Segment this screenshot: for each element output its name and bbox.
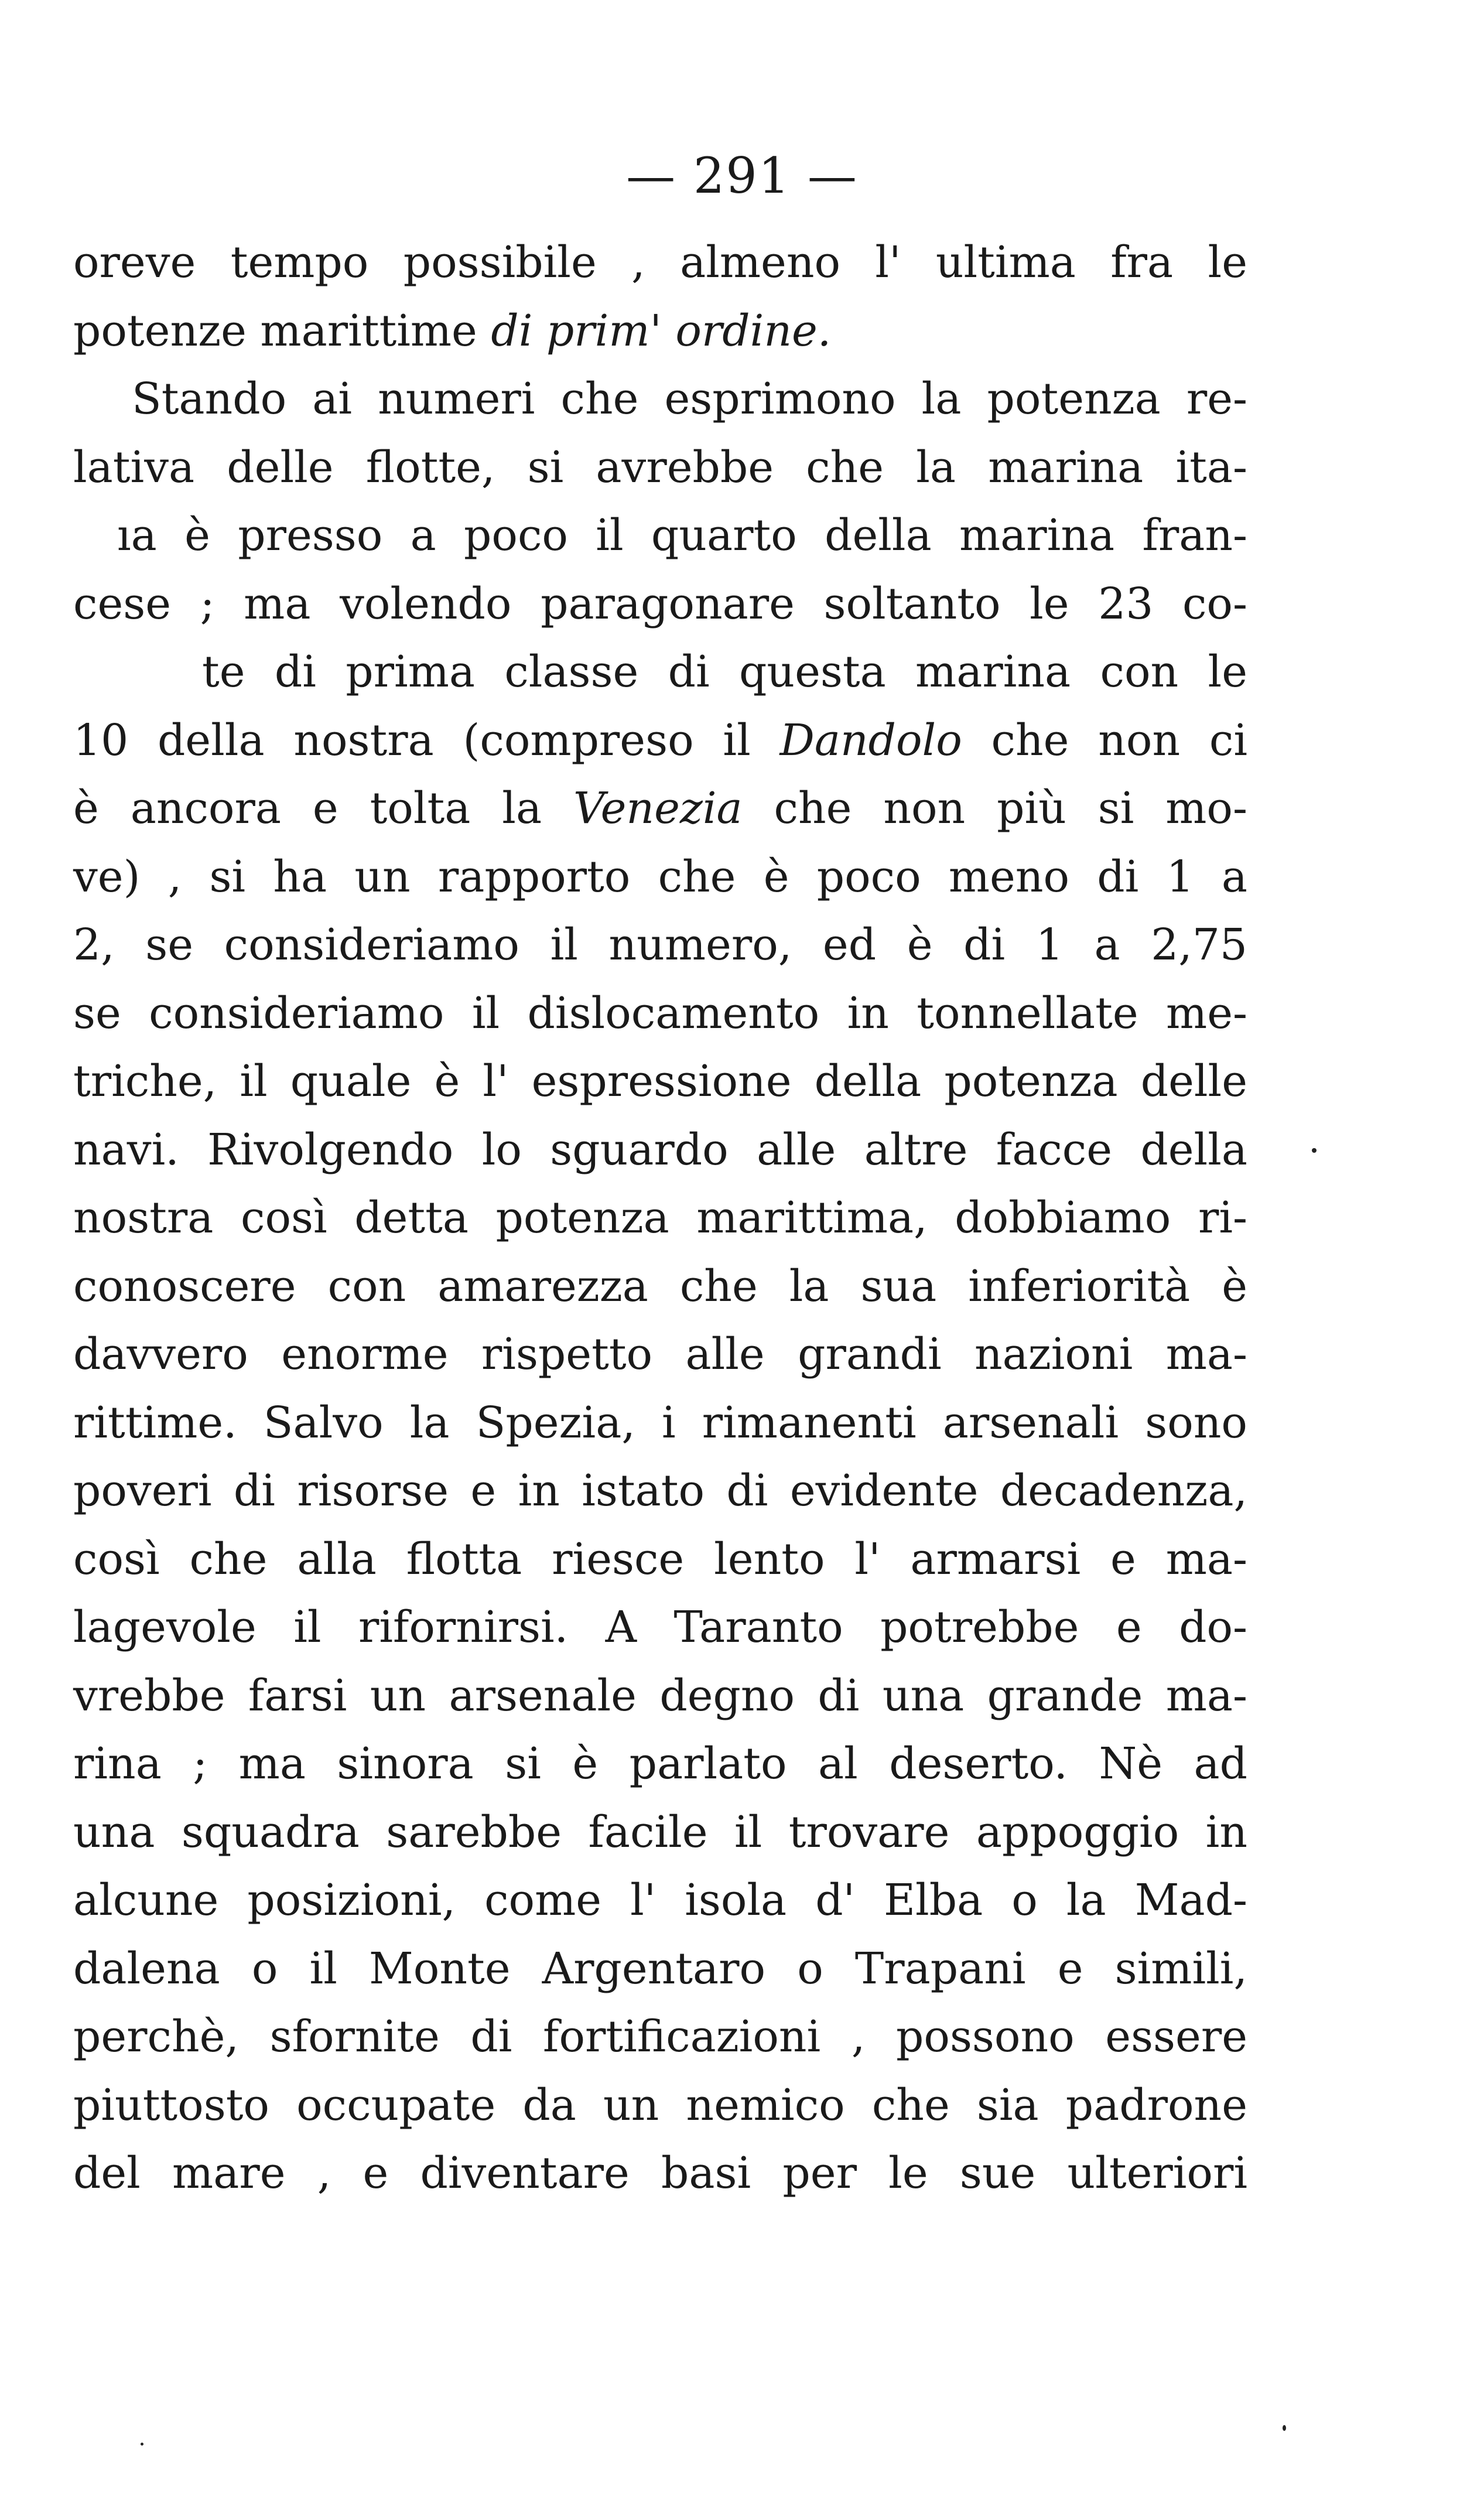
- text-line: 2, se consideriamo il numero, ed è di 1 a 2,75: [73, 920, 1247, 970]
- text-line: nostra così detta potenza marittima, dobbiamo ri-: [73, 1193, 1247, 1243]
- text-line: Stando ai numeri che esprimono la potenza re-: [132, 374, 1247, 424]
- italic-text: di prim' ordine.: [491, 305, 832, 356]
- text-line: rina ; ma sinora si è parlato al deserto. Nè ad: [73, 1739, 1247, 1789]
- text-line: conoscere con amarezza che la sua inferiorità è: [73, 1261, 1247, 1312]
- text-line: [73, 774, 1247, 843]
- text-line: te di prima classe di questa marina con le: [202, 647, 1247, 697]
- italic-text: Dandolo: [779, 715, 962, 766]
- page-number: — 291 —: [626, 147, 858, 204]
- text-line: piuttosto occupate da un nemico che sia padrone: [73, 2079, 1247, 2130]
- text-line: cese ; ma volendo paragonare soltanto le 23 co-: [73, 578, 1247, 629]
- text-segment: 10 della nostra (compreso il: [73, 715, 780, 766]
- print-speck: [1312, 1148, 1317, 1153]
- text-line: una squadra sarebbe facile il trovare appoggio in: [73, 1806, 1247, 1857]
- text-line: [73, 297, 1247, 366]
- text-segment: che non più si mo-: [742, 783, 1247, 834]
- text-line: del mare , e diventare basi per le sue ulteriori: [73, 2148, 1247, 2198]
- text-line: lativa delle flotte, si avrebbe che la marina ita-: [73, 442, 1247, 493]
- text-line: alcune posizioni, come l' isola d' Elba o la Mad-: [73, 1875, 1247, 1925]
- text-line: ve) , si ha un rapporto che è poco meno di 1 a: [73, 851, 1247, 902]
- text-line: triche, il quale è l' espressione della potenza delle: [73, 1056, 1247, 1107]
- print-speck: [141, 2443, 143, 2446]
- italic-text: Venezia: [573, 783, 743, 834]
- text-line: ıa è presso a poco il quarto della marina fran-: [117, 510, 1247, 561]
- text-line: lagevole il rifornirsi. A Taranto potrebbe e do-: [73, 1602, 1247, 1652]
- text-line: così che alla flotta riesce lento l' armarsi e ma-: [73, 1534, 1247, 1584]
- text-line: davvero enorme rispetto alle grandi nazioni ma-: [73, 1329, 1247, 1379]
- text-line: vrebbe farsi un arsenale degno di una grande ma-: [73, 1670, 1247, 1721]
- text-line: perchè, sfornite di fortificazioni , possono essere: [73, 2012, 1247, 2062]
- text-segment: è ancora e tolta la: [73, 783, 573, 834]
- text-line: [73, 706, 1247, 775]
- text-line: se consideriamo il dislocamento in tonnellate me-: [73, 988, 1247, 1039]
- print-speck: [1283, 2425, 1286, 2431]
- text-segment: potenze marittime: [73, 305, 491, 356]
- text-line: poveri di risorse e in istato di evidente decadenza,: [73, 1466, 1247, 1516]
- text-segment: che non ci: [962, 715, 1247, 766]
- text-line: rittime. Salvo la Spezia, i rimanenti arsenali sono: [73, 1397, 1247, 1448]
- text-line: oreve tempo possibile , almeno l' ultima fra le: [73, 237, 1247, 288]
- body-text: [73, 228, 1247, 2208]
- text-line: dalena o il Monte Argentaro o Trapani e simili,: [73, 1943, 1247, 1994]
- text-line: navi. Rivolgendo lo sguardo alle altre facce della: [73, 1124, 1247, 1175]
